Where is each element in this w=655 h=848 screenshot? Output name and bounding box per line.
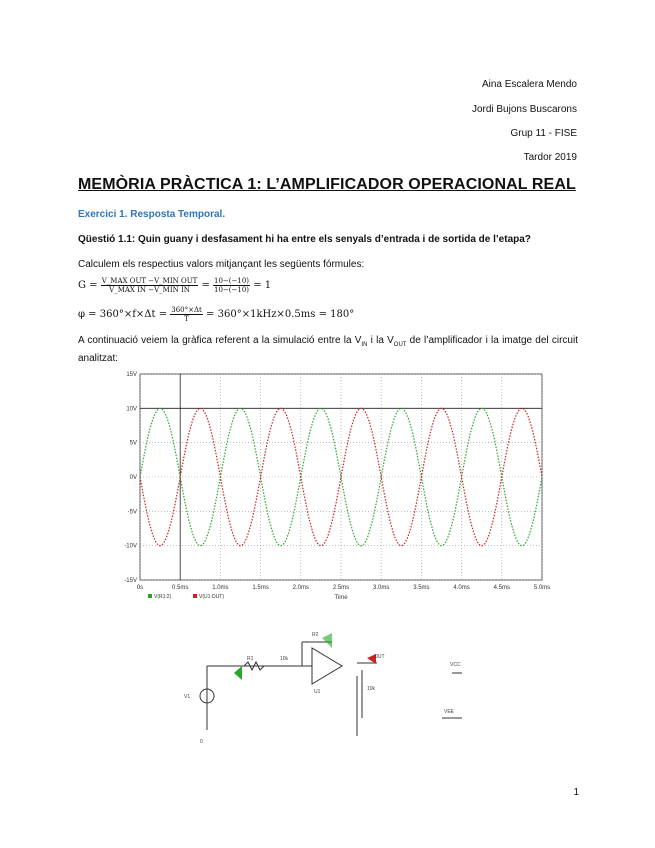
- circuit-label: OUT: [374, 654, 385, 660]
- author-name-2: Jordi Bujons Buscarons: [471, 104, 577, 115]
- y-tick-label: -5V: [127, 509, 137, 516]
- y-tick-label: 5V: [129, 440, 137, 447]
- circuit-wires: [207, 642, 377, 736]
- y-tick-label: -10V: [124, 543, 137, 550]
- x-axis-label: Time: [334, 595, 348, 601]
- circuit-schematic: [162, 618, 492, 753]
- y-tick-label: 15V: [126, 372, 137, 378]
- circuit-label: 0: [200, 739, 203, 745]
- gain-formula-lhs: G =: [78, 280, 101, 291]
- circuit-label: VEE: [444, 709, 455, 715]
- phase-formula-rhs: = 360°×1kHz×0.5ms = 180°: [202, 309, 355, 320]
- paragraph-part-2: i la V: [367, 335, 394, 346]
- term-label: Tardor 2019: [523, 152, 577, 163]
- gain-fraction-2-num: 10−(−10): [214, 277, 250, 285]
- circuit-label: 10k: [280, 656, 289, 662]
- legend-marker: [193, 594, 197, 598]
- x-tick-label: 4.5ms: [493, 585, 510, 591]
- paragraph-part-1: A continuació veiem la gràfica referent a la simulació entre la V: [78, 335, 362, 346]
- vout-subscript: OUT: [393, 342, 407, 348]
- gain-fraction-1: [101, 277, 199, 294]
- circuit-label: R1: [247, 656, 254, 662]
- x-tick-label: 3.0ms: [373, 585, 390, 591]
- x-tick-label: 2.5ms: [332, 585, 350, 591]
- x-tick-label: 1.0ms: [212, 585, 229, 591]
- phase-formula: [78, 306, 354, 323]
- gain-fraction-1-num: V_MAX OUT −V_MIN OUT: [101, 277, 198, 285]
- phase-fraction-den: T: [184, 315, 189, 323]
- x-tick-label: 4.0ms: [453, 585, 470, 591]
- legend-marker: [148, 594, 152, 598]
- circuit-label: R2: [312, 632, 319, 638]
- question-body: : Quin guany i desfasament hi ha entre els senyals d’entrada i de sortida de l’etapa?: [131, 234, 531, 245]
- simulation-chart: [112, 368, 551, 606]
- phase-formula-lhs: φ = 360°×f×Δt =: [78, 309, 171, 320]
- vin-subscript: IN: [361, 342, 368, 348]
- simulation-paragraph: [78, 334, 578, 366]
- x-tick-label: 0s: [136, 585, 144, 591]
- gain-formula: [78, 277, 271, 294]
- question-text: [78, 234, 531, 245]
- x-tick-label: 1.5ms: [252, 585, 269, 591]
- x-tick-label: 5.0ms: [533, 585, 551, 591]
- author-name-1: Aina Escalera Mendo: [481, 79, 577, 90]
- opamp-u1: [312, 648, 342, 684]
- gain-fraction-2: [213, 277, 250, 294]
- exercise-heading: Exercici 1. Resposta Temporal.: [78, 209, 226, 220]
- x-tick-label: 3.5ms: [413, 585, 430, 591]
- phase-fraction-num: 360°×Δt: [171, 306, 202, 314]
- phase-fraction: [170, 306, 203, 323]
- x-tick-label: 0.5ms: [172, 585, 189, 591]
- y-tick-label: 10V: [126, 406, 137, 413]
- document-title: MEMÒRIA PRÀCTICA 1: L’AMPLIFICADOR OPERACIONAL REAL: [78, 176, 576, 193]
- y-tick-label: -15V: [124, 578, 137, 584]
- circuit-label: V1: [184, 694, 191, 700]
- circuit-label: U1: [314, 689, 321, 695]
- circuit-labels: [184, 632, 461, 745]
- gain-fraction-1-den: V_MAX IN −V_MIN IN: [109, 286, 190, 294]
- circuit-label: 10k: [367, 686, 376, 692]
- legend-label: V(R1:2): [154, 594, 172, 600]
- gain-fraction-2-den: 10−(−10): [214, 286, 250, 294]
- probe-marker: [322, 633, 332, 648]
- input-probe-marker: [234, 666, 242, 680]
- paragraph-part-3: de l’amplificador i la imatge del circuit analitzat:: [78, 335, 578, 364]
- gain-formula-result: = 1: [250, 280, 272, 291]
- group-label: Grup 11 - FISE: [510, 128, 577, 139]
- x-tick-label: 2.0ms: [292, 585, 309, 591]
- circuit-label: VCC: [450, 662, 461, 668]
- intro-text: Calculem els respectius valors mitjançant les següents fórmules:: [78, 259, 365, 270]
- y-tick-label: 0V: [129, 475, 137, 481]
- legend-label: V(U1:OUT): [199, 594, 224, 600]
- page-number: 1: [573, 787, 579, 798]
- gain-formula-eq: =: [198, 280, 214, 291]
- question-label: Qüestió 1.1: [78, 234, 132, 245]
